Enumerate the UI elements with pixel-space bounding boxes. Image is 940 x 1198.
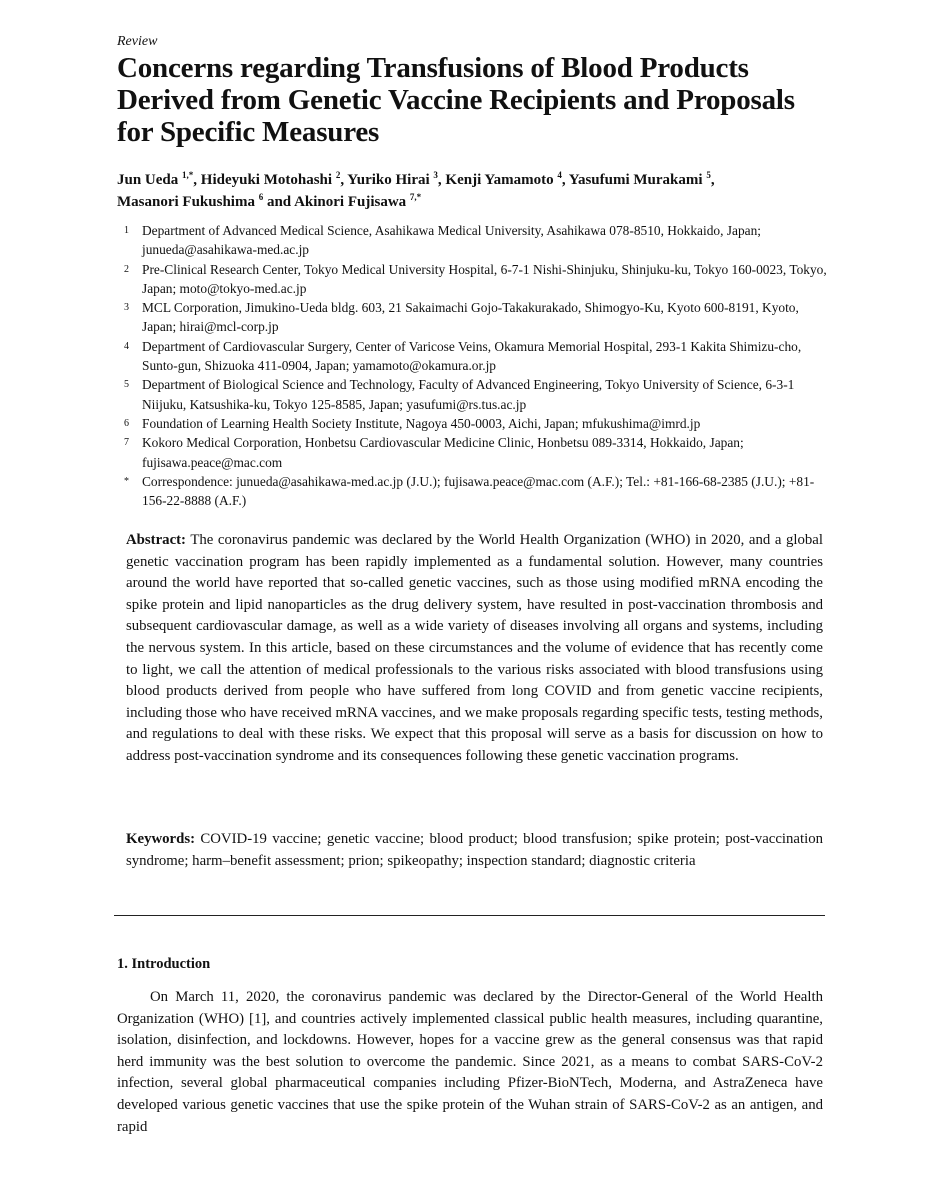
affiliation-text: Pre-Clinical Research Center, Tokyo Medical University Hospital, 6-7-1 Nishi-Shinjuku, Shinjuku-ku, Tokyo 160-0023, Tokyo, Japan; moto@tokyo-med.ac.jp [142,261,827,296]
author: Hideyuki Motohashi $^2$, [200,170,348,188]
correspondence-item [124,472,834,511]
affiliation-marker: 5 [124,379,129,391]
author: Masanori Fukushima $^6$ and [117,192,295,210]
affiliation-marker: 7 [124,437,129,449]
affiliation-item [124,337,834,376]
author: Yasufumi Murakami $^5$, [568,170,715,188]
correspondence-marker: * [124,475,129,487]
affiliation-item [124,414,834,433]
affiliation-list [124,221,834,510]
affiliation-item [124,260,834,299]
keywords-text: COVID-19 vaccine; genetic vaccine; blood product; blood transfusion; spike protein; post-vaccination syndrome; harm–benefit assessment; prion; spikeopathy; inspection standard; diagnostic criteria [126,831,823,869]
author-list [117,169,837,213]
affiliation-marker: 6 [124,417,129,429]
affiliation-text: Department of Advanced Medical Science, Asahikawa Medical University, Asahikawa 078-8510, Hokkaido, Japan; junueda@asahikawa-med.ac.jp [142,223,762,258]
author: Yuriko Hirai $^3$, [347,170,446,188]
abstract-text: The coronavirus pandemic was declared by the World Health Organization (WHO) in 2020, and a global genetic vaccination program has been rapidly implemented as a fundamental solution. However, many countries around the world have reported that so-called genetic vaccines, such as those using modified mRNA encoding the spike protein and lipid nanoparticles as the drug delivery system, have resulted in post-vaccination thrombosis and subsequent cardiovascular damage, as well as a wide variety of diseases involving all organs and systems, including the nervous system. In this article, based on these circumstances and the volume of evidence that has recently come to light, we call the attention of medical professionals to the various risks associated with blood transfusions using blood products derived from people who have suffered from long COVID and from genetic vaccine recipients, including those who have received mRNA vaccines, and we make proposals regarding specific tests, testing methods, and regulations to deal with these risks. We expect that this proposal will serve as a basis for discussion on how to address post-vaccination syndrome and its consequences following these genetic vaccination programs. [126,532,823,764]
affiliation-text: Kokoro Medical Corporation, Honbetsu Cardiovascular Medicine Clinic, Honbetsu 089-3314, Hokkaido, Japan; fujisawa.peace@mac.com [142,435,744,470]
article-type: Review [117,34,158,49]
correspondence-text: Correspondence: junueda@asahikawa-med.ac.jp (J.U.); fujisawa.peace@mac.com (A.F.); Tel.: +81-166-68-2385 (J.U.); +81-156-22-8888 (A.F.) [142,473,815,509]
author: Akinori Fujisawa $^{7,*}$ [294,192,422,210]
affiliation-text: Foundation of Learning Health Society Institute, Nagoya 450-0003, Aichi, Japan; mfukushima@imrd.jp [142,415,701,431]
author: Jun Ueda $^{1,*}$, [117,170,201,188]
affiliation-item [124,433,834,472]
abstract [126,530,823,768]
affiliation-marker: 3 [124,302,129,314]
affiliation-text: Department of Biological Science and Technology, Faculty of Advanced Engineering, Tokyo University of Science, 6-3-1 Niijuku, Katsushika-ku, Tokyo 125-8585, Japan; yasufumi@rs.tus.ac.jp [142,377,795,412]
affiliation-item [124,221,834,260]
abstract-label: Abstract: [126,532,186,548]
section-paragraph: On March 11, 2020, the coronavirus pandemic was declared by the Director-General of the World Health Organization (WHO) [1], and countries actively implemented classical public health measures, including quarantine, isolation, disinfection, and lockdowns. However, hopes for a vaccine grew as the general consensus was that rapid herd immunity was the best solution to overcome the pandemic. Since 2021, as a means to combat SARS-CoV-2 infection, several global pharmaceutical companies including Pfizer-BioNTech, Moderna, and AstraZeneca have developed various genetic vaccines that use the spike protein of the Wuhan strain of SARS-CoV-2 as an antigen, and rapid [117,989,823,1135]
affiliation-item [124,298,834,337]
author: Kenji Yamamoto $^4$, [445,170,569,188]
paper-title: Concerns regarding Transfusions of Blood Products Derived from Genetic Vaccine Recipients and Proposals for Specific Measures [117,52,795,148]
affiliation-marker: 2 [124,263,129,275]
keywords-label: Keywords: [126,831,196,847]
section-heading: 1. Introduction [117,956,211,972]
keywords [126,829,823,872]
affiliation-text: MCL Corporation, Jimukino-Ueda bldg. 603, 21 Sakaimachi Gojo-Takakurakado, Shimogyo-Ku, Kyoto 600-8191, Kyoto, Japan; hirai@mcl-corp.jp [142,300,799,335]
affiliation-marker: 1 [124,225,129,236]
affiliation-item [124,375,834,414]
affiliation-text: Department of Cardiovascular Surgery, Center of Varicose Veins, Okamura Memorial Hospital, 293-1 Kakita Shimizu-cho, Sunto-gun, Shizuoka 411-0904, Japan; yamamoto@okamura.or.jp [142,338,802,374]
section-divider [114,915,825,916]
affiliation-marker: 4 [124,340,129,352]
